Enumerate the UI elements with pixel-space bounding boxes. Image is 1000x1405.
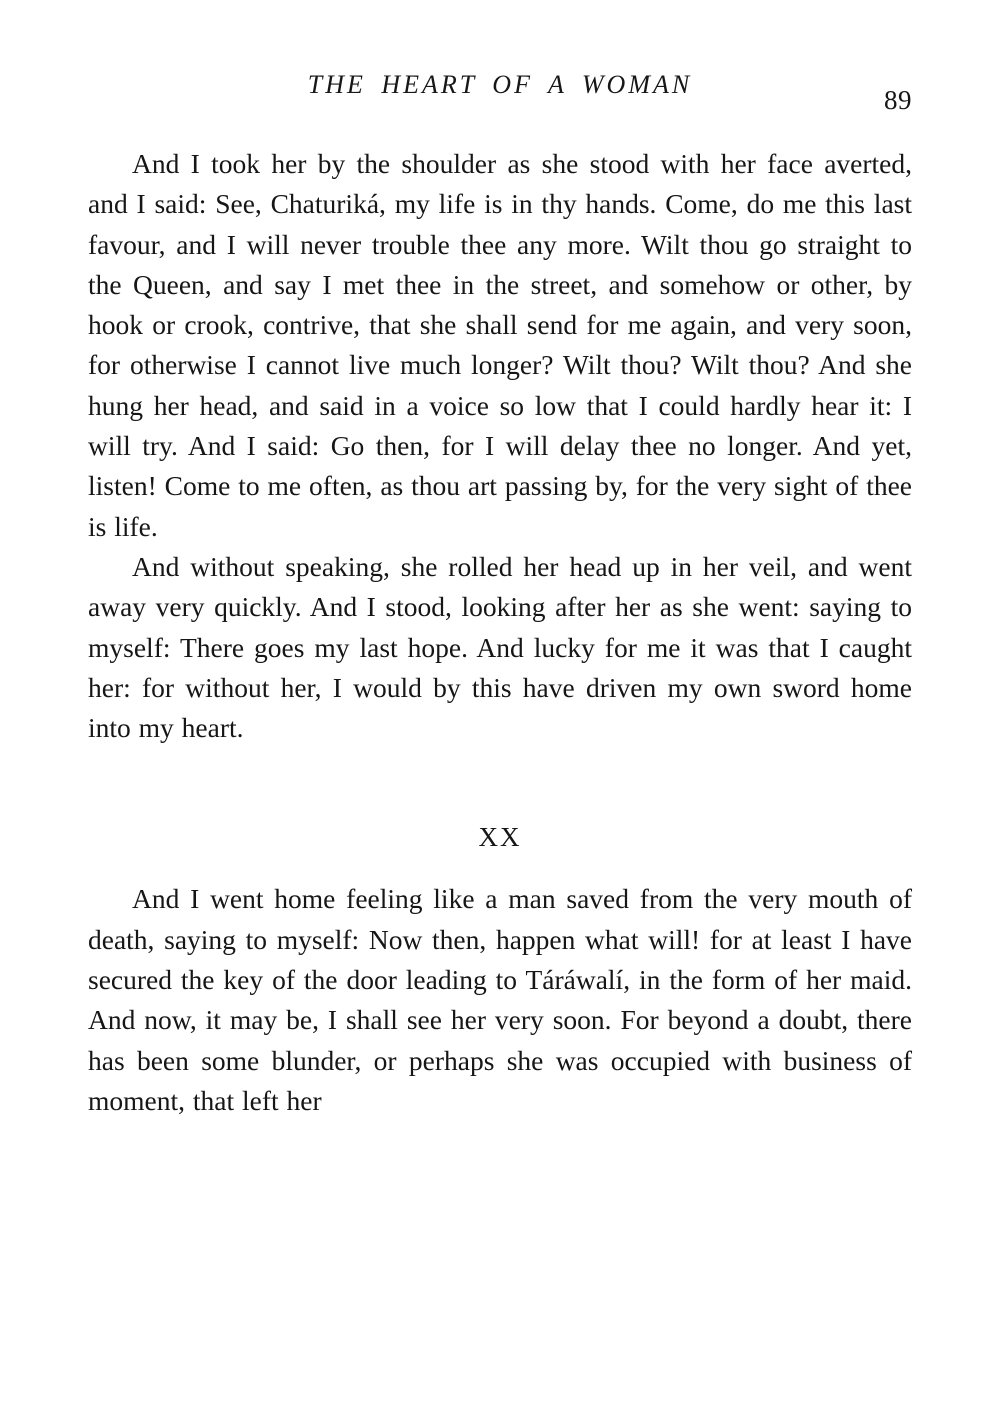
chapter-body: [88, 879, 912, 1121]
paragraph: And without speaking, she rolled her head up in her veil, and went away very quickly. And I stood, looking after her as she went: saying to myself: There goes my last hope. And lucky for me it was that I caught her: for without her, I would by this have driven my own sword home into my heart.: [88, 550, 912, 744]
chapter-number: XX: [478, 822, 522, 853]
paragraph: And I went home feeling like a man saved from the very mouth of death, saying to myself: Now then, happen what will! for at least I have secured the key of the door leading to Táráwalí, in the form of her maid. And now, it may be, I shall see her very soon. For beyond a doubt, there has been some blunder, or perhaps she was occupied with business of moment, that left her: [88, 883, 912, 1116]
page-title: THE HEART OF A WOMAN: [307, 70, 693, 99]
running-head: [88, 70, 912, 116]
body-text: [88, 144, 912, 748]
page-number: 89: [884, 85, 912, 115]
paragraph: And I took her by the shoulder as she stood with her face averted, and I said: See, Chaturiká, my life is in thy hands. Come, do me this last favour, and I will never trouble thee any more. Wilt thou go straight to the Queen, and say I met thee in the street, and somehow or other, by hook or crook, contrive, that she shall send for me again, and very soon, for otherwise I cannot live much longer? Wilt thou? Wilt thou? And she hung her head, and said in a voice so low that I could hardly hear it: I will try. And I said: Go then, for I will delay thee no longer. And yet, listen! Come to me often, as thou art passing by, for the very sight of thee is life.: [88, 148, 912, 542]
